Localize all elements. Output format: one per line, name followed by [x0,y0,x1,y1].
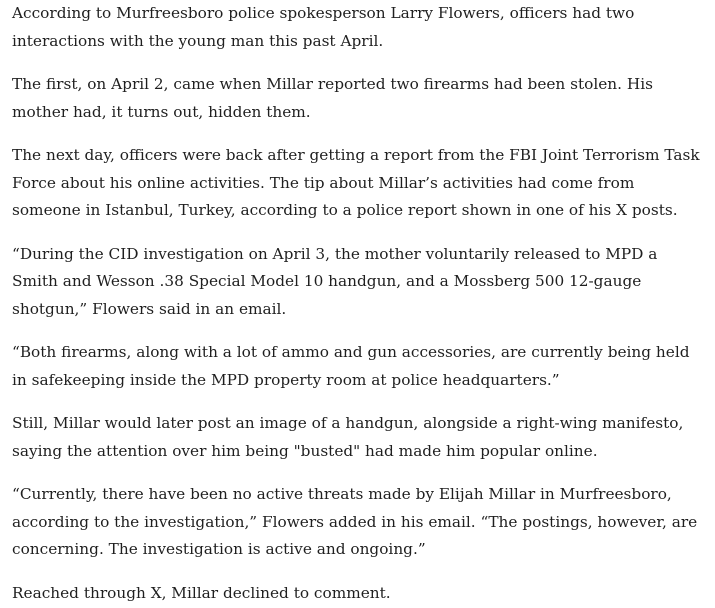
article-body [12,0,702,607]
paragraph-fbi-report: The next day, officers were back after getting a report from the FBI Joint Terrorism Task Force about his online activities. The tip about Millar’s activities had come from someone in Istanbul, Turkey, according to a police report shown in one of his X posts. [12,146,700,219]
paragraph-firearms-held-quote: “Both firearms, along with a lot of ammo and gun accessories, are currently being held in safekeeping inside the MPD property room at police headquarters.” [12,343,690,389]
paragraph-firearms-stolen: The first, on April 2, came when Millar reported two firearms had been stolen. His mother had, it turns out, hidden them. [12,75,653,121]
paragraph-handgun-post: Still, Millar would later post an image of a handgun, alongside a right-wing manifesto, saying the attention over him being "busted" had made him popular online. [12,414,684,460]
paragraph-cid-investigation-quote: “During the CID investigation on April 3, the mother voluntarily released to MPD a Smith and Wesson .38 Special Model 10 handgun, and a Mossberg 500 12-gauge shotgun,” Flowers said in an email. [12,244,658,318]
paragraph-no-active-threats-quote: “Currently, there have been no active threats made by Elijah Millar in Murfreesboro, according to the investigation,” Flowers added in his email. “The postings, however, are concerning. The investigation is active and ongoing.” [12,485,698,558]
paragraph-declined-comment: Reached through X, Millar declined to comment. [12,583,391,602]
paragraph-spokesperson-interactions: According to Murfreesboro police spokesperson Larry Flowers, officers had two interactions with the young man this past April. [12,4,635,50]
